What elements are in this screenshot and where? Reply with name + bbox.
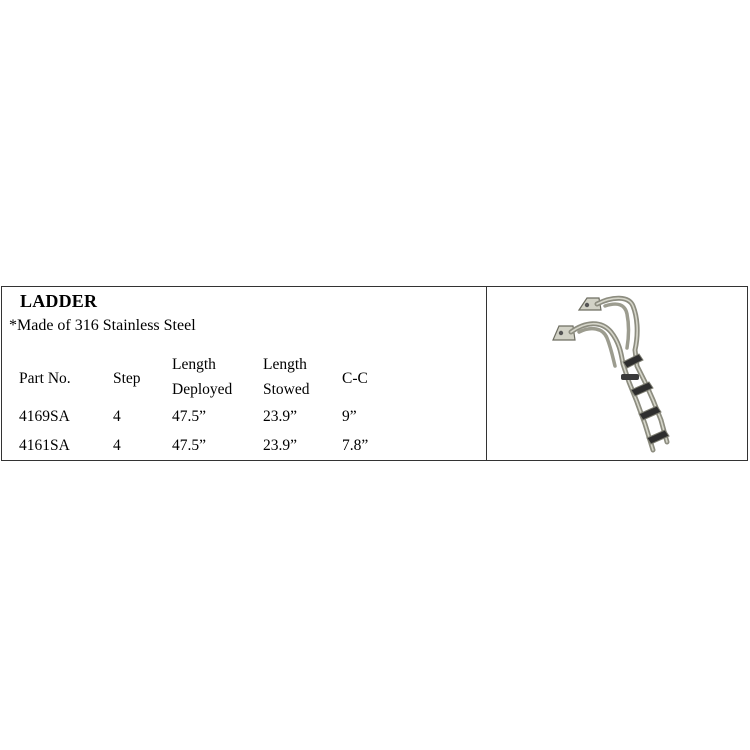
ladder-hinge <box>621 374 639 380</box>
header-part-no: Part No. <box>19 370 71 387</box>
row2-length-stowed: 23.9” <box>263 437 298 454</box>
row1-cc: 9” <box>342 408 357 425</box>
header-cc: C-C <box>342 370 368 387</box>
row2-length-deployed: 47.5” <box>172 437 207 454</box>
row1-length-stowed: 23.9” <box>263 408 298 425</box>
header-length-stowed-line1: Length <box>263 356 307 373</box>
column-divider <box>486 287 487 460</box>
row2-cc: 7.8” <box>342 437 369 454</box>
ladder-rail-back <box>597 298 667 442</box>
row1-length-deployed: 47.5” <box>172 408 207 425</box>
row1-part-no: 4169SA <box>19 408 70 425</box>
header-step: Step <box>113 370 141 387</box>
material-note: *Made of 316 Stainless Steel <box>9 317 196 334</box>
header-length-stowed-line2: Stowed <box>263 381 310 398</box>
row2-step: 4 <box>113 437 121 454</box>
row2-part-no: 4161SA <box>19 437 70 454</box>
ladder-illustration <box>549 292 673 458</box>
ladder-step-1 <box>623 354 643 368</box>
row1-step: 4 <box>113 408 121 425</box>
header-length-deployed-line2: Deployed <box>172 381 233 398</box>
product-title: LADDER <box>20 291 98 311</box>
header-length-deployed-line1: Length <box>172 356 216 373</box>
